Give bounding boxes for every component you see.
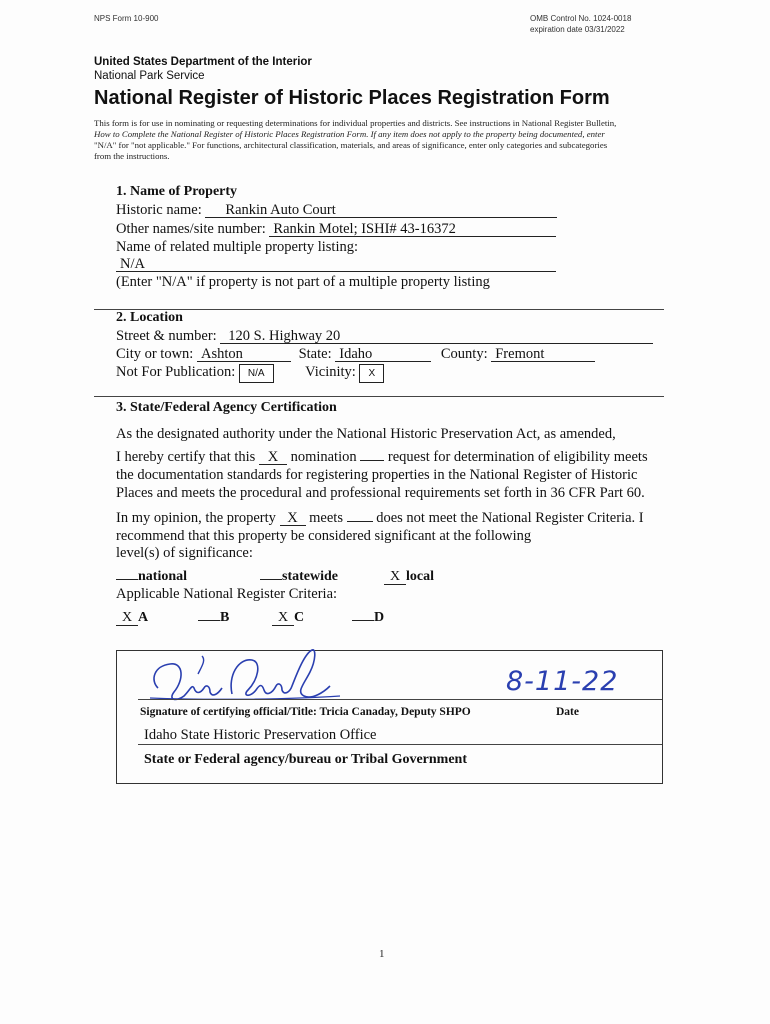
divider xyxy=(94,396,664,397)
certifying-official-name: Tricia Canaday, Deputy SHPO xyxy=(319,706,471,718)
opinion-line xyxy=(116,510,644,527)
section-1-heading: 1. Name of Property xyxy=(116,184,238,199)
statewide-text: statewide xyxy=(282,569,338,584)
street-label: Street & number: xyxy=(116,328,217,344)
national-mark xyxy=(116,579,138,580)
certify-line-3: Places and meets the procedural and professional requirements set forth in 36 CFR Part 60. xyxy=(116,485,645,501)
omb-number: OMB Control No. 1024-0018 xyxy=(530,14,632,23)
intro-line-2: How to Complete the National Register of Historic Places Registration Form. If any item does not apply to the property being documented, enter xyxy=(94,129,605,139)
criterion-a-mark: X xyxy=(116,611,138,626)
not-for-publication-value: N/A xyxy=(239,364,274,383)
opinion-text: In my opinion, the property xyxy=(116,510,276,526)
meets-mark: X xyxy=(280,511,306,526)
opinion-line-3: level(s) of significance: xyxy=(116,545,253,561)
street-row xyxy=(116,328,653,345)
historic-name-row xyxy=(116,202,557,219)
related-listing-value: N/A xyxy=(116,257,556,272)
criterion-c-letter: C xyxy=(294,610,305,625)
criterion-d xyxy=(352,610,384,626)
national-text: national xyxy=(138,569,188,584)
statewide-mark xyxy=(260,579,282,580)
page-number: 1 xyxy=(379,948,385,960)
criterion-b-mark xyxy=(198,620,220,621)
section-2-heading: 2. Location xyxy=(116,310,183,325)
does-not-meet-mark xyxy=(347,521,373,522)
service-name: National Park Service xyxy=(94,70,205,82)
historic-name-label: Historic name: xyxy=(116,202,202,218)
opinion-line-2: recommend that this property be considered significant at the following xyxy=(116,528,532,544)
date-label: Date xyxy=(556,706,579,718)
office-name: Idaho State Historic Preservation Office xyxy=(144,727,377,743)
criterion-d-mark xyxy=(352,620,374,621)
certification-intro: As the designated authority under the National Historic Preservation Act, as amended, xyxy=(116,426,616,442)
vicinity-label: Vicinity: xyxy=(305,364,356,380)
nomination-mark: X xyxy=(259,450,287,465)
office-line xyxy=(138,744,662,745)
meets-text: meets xyxy=(309,510,343,526)
determination-mark xyxy=(360,460,384,461)
related-listing-row xyxy=(116,256,556,273)
determination-text: request for determination of eligibility meets xyxy=(387,449,648,465)
signature-date: 8-11-22 xyxy=(506,666,619,697)
other-names-row xyxy=(116,221,556,238)
city-value: Ashton xyxy=(197,347,291,362)
criterion-b-letter: B xyxy=(220,610,230,625)
section-3-heading: 3. State/Federal Agency Certification xyxy=(116,400,337,415)
historic-name-value: Rankin Auto Court xyxy=(205,203,557,218)
related-listing-label: Name of related multiple property listing: xyxy=(116,239,359,255)
city-row xyxy=(116,346,595,363)
state-label: State: xyxy=(298,346,332,362)
agency-label: State or Federal agency/bureau or Tribal Government xyxy=(144,752,468,767)
county-value: Fremont xyxy=(491,347,595,362)
publication-row xyxy=(116,364,384,383)
state-value: Idaho xyxy=(335,347,431,362)
signature-label: Signature of certifying official/Title: xyxy=(140,706,317,718)
criterion-b xyxy=(198,610,229,626)
intro-line-3: "N/A" for "not applicable." For functions, architectural classification, materials, and areas of significance, enter only categories and subcategories xyxy=(94,140,608,150)
street-value: 120 S. Highway 20 xyxy=(220,329,653,344)
intro-line-1: This form is for use in nominating or requesting determinations for individual properties and districts. See instructions in National Register Bulletin, xyxy=(94,118,617,128)
expiration-date: expiration date 03/31/2022 xyxy=(530,25,625,34)
other-names-label: Other names/site number: xyxy=(116,221,266,237)
criterion-a xyxy=(116,610,148,626)
level-national xyxy=(116,569,187,585)
county-label: County: xyxy=(440,346,488,362)
criterion-c-mark: X xyxy=(272,611,294,626)
form-title: National Register of Historic Places Registration Form xyxy=(94,87,610,109)
city-label: City or town: xyxy=(116,346,194,362)
does-not-meet-text: does not meet the National Register Criteria. I xyxy=(376,510,644,526)
certify-text: I hereby certify that this xyxy=(116,449,256,465)
level-local xyxy=(384,569,434,585)
level-statewide xyxy=(260,569,338,585)
not-for-publication-label: Not For Publication: xyxy=(116,364,236,380)
signature-line xyxy=(138,699,662,700)
criteria-label: Applicable National Register Criteria: xyxy=(116,586,338,602)
criterion-c xyxy=(272,610,304,626)
nomination-text: nomination xyxy=(290,449,357,465)
local-text: local xyxy=(406,569,434,584)
criterion-d-letter: D xyxy=(374,610,385,625)
form-number: NPS Form 10-900 xyxy=(94,14,159,23)
signature-caption xyxy=(140,706,471,718)
local-mark: X xyxy=(384,570,406,585)
intro-line-4: from the instructions. xyxy=(94,151,170,161)
related-listing-note: (Enter "N/A" if property is not part of a multiple property listing xyxy=(116,274,490,290)
handwritten-signature xyxy=(140,640,360,712)
other-names-value: Rankin Motel; ISHI# 43-16372 xyxy=(269,222,556,237)
certify-line xyxy=(116,449,648,466)
department-name: United States Department of the Interior xyxy=(94,56,312,68)
certify-line-2: the documentation standards for registering properties in the National Register of Historic xyxy=(116,467,638,483)
criterion-a-letter: A xyxy=(138,610,149,625)
vicinity-value: X xyxy=(359,364,384,383)
